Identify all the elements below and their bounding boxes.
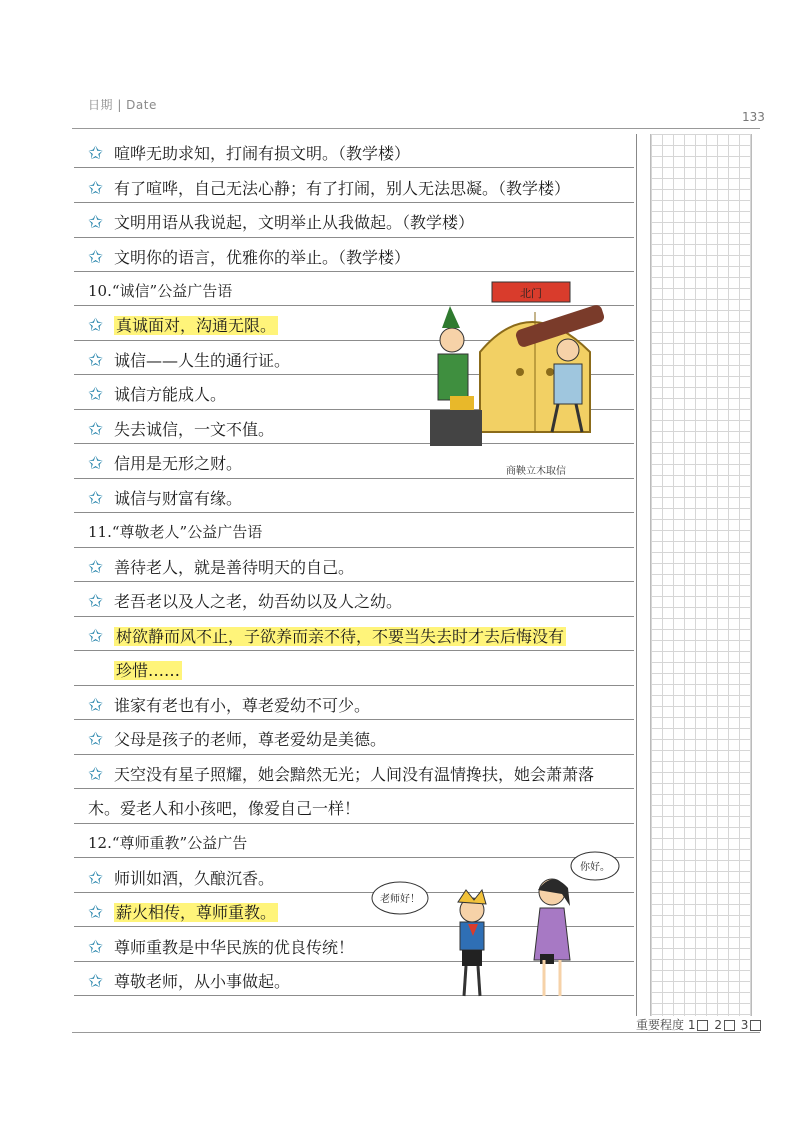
list-item: ✩ 文明你的语言，优雅你的举止。（教学楼） (88, 243, 410, 273)
list-item: ✩ 诚信方能成人。 (88, 380, 226, 410)
illustration-student-teacher (370, 850, 610, 1010)
star-icon: ✩ (88, 247, 104, 268)
star-icon: ✩ (88, 453, 104, 474)
star-icon: ✩ (88, 591, 104, 612)
date-label: 日期 | Date (88, 98, 157, 112)
star-icon: ✩ (88, 902, 104, 923)
illustration-north-gate (420, 272, 620, 472)
section-heading-11: 11.“尊敬老人”公益广告语 (88, 523, 263, 541)
list-item: ✩ 诚信——人生的通行证。 (88, 346, 290, 376)
gate-sign: 北门 (520, 287, 542, 300)
star-icon: ✩ (88, 626, 104, 647)
student-speech-bubble: 老师好！ (380, 894, 420, 905)
star-icon: ✩ (88, 868, 104, 889)
margin-divider (636, 134, 637, 1016)
importance-checkbox-3[interactable] (750, 1020, 761, 1031)
star-icon: ✩ (88, 557, 104, 578)
star-icon: ✩ (88, 384, 104, 405)
importance-checkbox-1[interactable] (697, 1020, 708, 1031)
importance-checkbox-2[interactable] (724, 1020, 735, 1031)
star-icon: ✩ (88, 315, 104, 336)
star-icon: ✩ (88, 971, 104, 992)
list-item: ✩ 真诚面对，沟通无限。 (88, 311, 278, 341)
star-icon: ✩ (88, 729, 104, 750)
star-icon: ✩ (88, 937, 104, 958)
section-heading-10: 10.“诚信”公益广告语 (88, 282, 233, 300)
list-item: ✩ 树欲静而风不止，子欲养而亲不待，不要当失去时才去后悔没有 (88, 622, 566, 652)
star-icon: ✩ (88, 212, 104, 233)
list-item: ✩ 谁家有老也有小，尊老爱幼不可少。 (88, 691, 370, 721)
star-icon: ✩ (88, 419, 104, 440)
list-item-continuation: 珍惜…… (116, 661, 181, 680)
list-item: ✩ 薪火相传，尊师重教。 (88, 898, 278, 928)
list-item: ✩ 喧哗无助求知，打闹有损文明。（教学楼） (88, 139, 410, 169)
list-item: ✩ 师训如酒，久酿沉香。 (88, 864, 274, 894)
star-icon: ✩ (88, 488, 104, 509)
illustration-caption: 商鞅立木取信 (506, 466, 566, 477)
list-item: ✩ 诚信与财富有缘。 (88, 484, 242, 514)
list-item: ✩ 有了喧哗，自己无法心静；有了打闹，别人无法思凝。（教学楼） (88, 174, 570, 204)
list-item: ✩ 尊师重教是中华民族的优良传统！ (88, 933, 354, 963)
star-icon: ✩ (88, 764, 104, 785)
list-item: ✩ 父母是孩子的老师，尊老爱幼是美德。 (88, 725, 386, 755)
list-item: ✩ 尊敬老师，从小事做起。 (88, 967, 290, 997)
list-item: ✩ 老吾老以及人之老，幼吾幼以及人之幼。 (88, 587, 402, 617)
list-item-continuation: 木。爱老人和小孩吧，像爱自己一样！ (88, 799, 361, 818)
teacher-speech-bubble: 你好。 (580, 862, 610, 873)
grid-margin (650, 134, 752, 1016)
star-icon: ✩ (88, 695, 104, 716)
list-item: ✩ 信用是无形之财。 (88, 449, 242, 479)
page-number: 133 (742, 110, 765, 124)
star-icon: ✩ (88, 350, 104, 371)
list-item: ✩ 失去诚信，一文不值。 (88, 415, 274, 445)
star-icon: ✩ (88, 143, 104, 164)
list-item: ✩ 善待老人，就是善待明天的自己。 (88, 553, 354, 583)
importance-rating: 重要程度 1 2 3 (636, 1016, 763, 1033)
list-item: ✩ 天空没有星子照耀，她会黯然无光；人间没有温情搀扶，她会萧萧落 (88, 760, 594, 790)
list-item: ✩ 文明用语从我说起，文明举止从我做起。（教学楼） (88, 208, 474, 238)
star-icon: ✩ (88, 178, 104, 199)
section-heading-12: 12.“尊师重教”公益广告 (88, 834, 248, 852)
